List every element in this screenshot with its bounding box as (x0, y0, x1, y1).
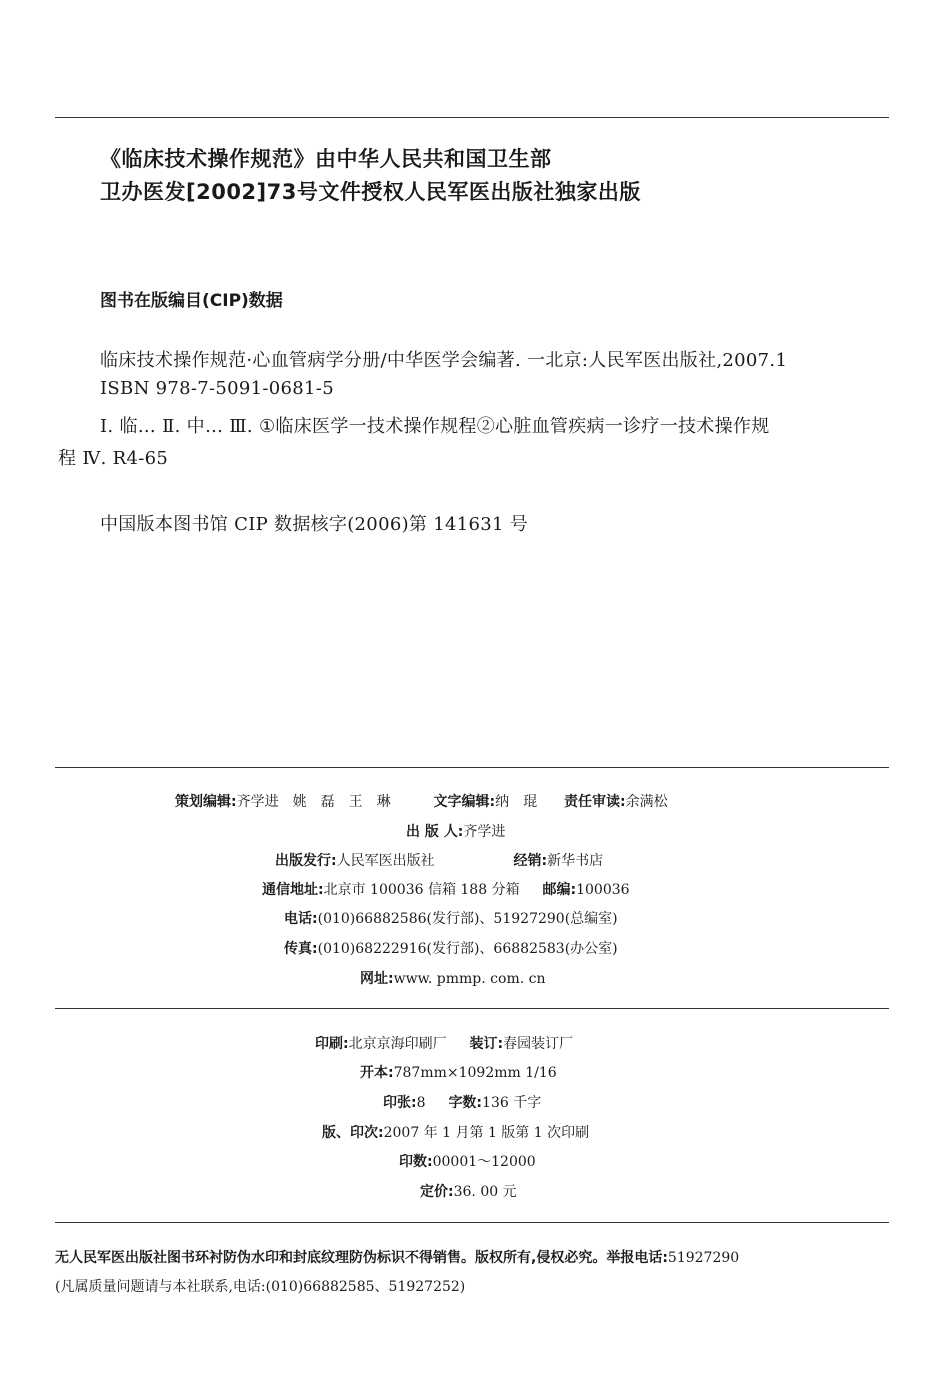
copyright-notice: 无人民军医出版社图书环衬防伪水印和封底纹理防伪标识不得销售。版权所有,侵权必究。举报电话: (55, 1250, 668, 1266)
format-label: 开本: (360, 1065, 394, 1081)
format-value: 787mm×1092mm 1/16 (393, 1065, 557, 1081)
edition-value: 2007 年 1 月第 1 版第 1 次印刷 (383, 1125, 590, 1141)
distributor-label: 出版发行: (275, 853, 337, 869)
cip-line-1: 临床技术操作规范·心血管病学分册/中华医学会编著. 一北京:人民军医出版社,2007.1 (100, 350, 788, 371)
distributor-value: 人民军医出版社 (336, 853, 435, 869)
fax-value: (010)68222916(发行部)、66882583(办公室) (317, 941, 618, 957)
phone-label: 电话: (284, 911, 318, 927)
printing-line-printer (315, 1033, 573, 1053)
printing-line-edition (322, 1122, 589, 1142)
cip-title: 图书在版编目(CIP)数据 (100, 291, 283, 311)
printing-line-format (360, 1062, 557, 1082)
words-value: 136 千字 (482, 1095, 542, 1111)
copies-value: 00001～12000 (432, 1154, 536, 1170)
authorization-line-2: 卫办医发[2002]73号文件授权人民军医出版社独家出版 (100, 180, 641, 204)
reviewer-label: 责任审读: (564, 794, 626, 810)
binder-label: 装订: (469, 1036, 504, 1052)
price-label: 定价: (420, 1184, 454, 1200)
cip-record: 中国版本图书馆 CIP 数据核字(2006)第 141631 号 (100, 514, 529, 535)
credits-line-editors (175, 791, 668, 811)
text-editor-label: 文字编辑: (433, 794, 496, 810)
phone-value: (010)66882586(发行部)、51927290(总编室) (317, 911, 618, 927)
printing-line-sheets (383, 1092, 541, 1112)
website-label: 网址: (360, 971, 394, 987)
footer-line-1 (55, 1247, 739, 1267)
credits-line-publisher-person (406, 821, 505, 841)
seller-value: 新华书店 (547, 853, 604, 869)
printing-line-price (420, 1181, 517, 1201)
copies-label: 印数: (399, 1154, 433, 1170)
credits-line-address (262, 879, 630, 899)
footer-top-rule (55, 1222, 889, 1223)
printing-top-rule (55, 1008, 889, 1009)
credits-line-distribution (275, 850, 603, 870)
edition-label: 版、印次: (322, 1125, 384, 1141)
website-value: www. pmmp. com. cn (393, 971, 546, 987)
planning-editor-label: 策划编辑: (175, 794, 237, 810)
words-label: 字数: (448, 1095, 483, 1111)
credits-line-fax (284, 938, 618, 958)
cip-line-4: 程 Ⅳ. R4-65 (58, 448, 169, 469)
footer-line-2: (凡属质量问题请与本社联系,电话:(010)66882585、51927252) (55, 1279, 466, 1295)
postcode-value: 100036 (576, 882, 630, 898)
printing-line-copies (399, 1151, 536, 1171)
publisher-person-label: 出 版 人: (406, 824, 464, 840)
credits-line-website (360, 968, 545, 988)
fax-label: 传真: (284, 941, 318, 957)
report-phone: 51927290 (667, 1250, 740, 1266)
seller-label: 经销: (513, 853, 548, 869)
postcode-label: 邮编: (542, 882, 577, 898)
planning-editor-value: 齐学进 姚 磊 王 琳 (236, 794, 391, 810)
binder-value: 春园装订厂 (503, 1036, 574, 1052)
address-label: 通信地址: (262, 882, 324, 898)
credits-line-phone (284, 908, 618, 928)
cip-isbn: ISBN 978-7-5091-0681-5 (100, 378, 334, 399)
authorization-line-1: 《临床技术操作规范》由中华人民共和国卫生部 (100, 147, 552, 171)
price-value: 36. 00 元 (453, 1184, 517, 1200)
sheets-label: 印张: (383, 1095, 417, 1111)
reviewer-value: 余满松 (625, 794, 668, 810)
address-value: 北京市 100036 信箱 188 分箱 (323, 882, 520, 898)
credits-top-rule (55, 767, 889, 768)
top-rule (55, 117, 889, 118)
printer-label: 印刷: (315, 1036, 349, 1052)
cip-line-3: Ⅰ. 临… Ⅱ. 中… Ⅲ. ①临床医学一技术操作规程②心脏血管疾病一诊疗一技术操作规 (100, 416, 770, 437)
publisher-person-value: 齐学进 (463, 824, 506, 840)
printer-value: 北京京海印刷厂 (348, 1036, 447, 1052)
sheets-value: 8 (416, 1095, 426, 1111)
text-editor-value: 纳 琨 (495, 794, 538, 810)
